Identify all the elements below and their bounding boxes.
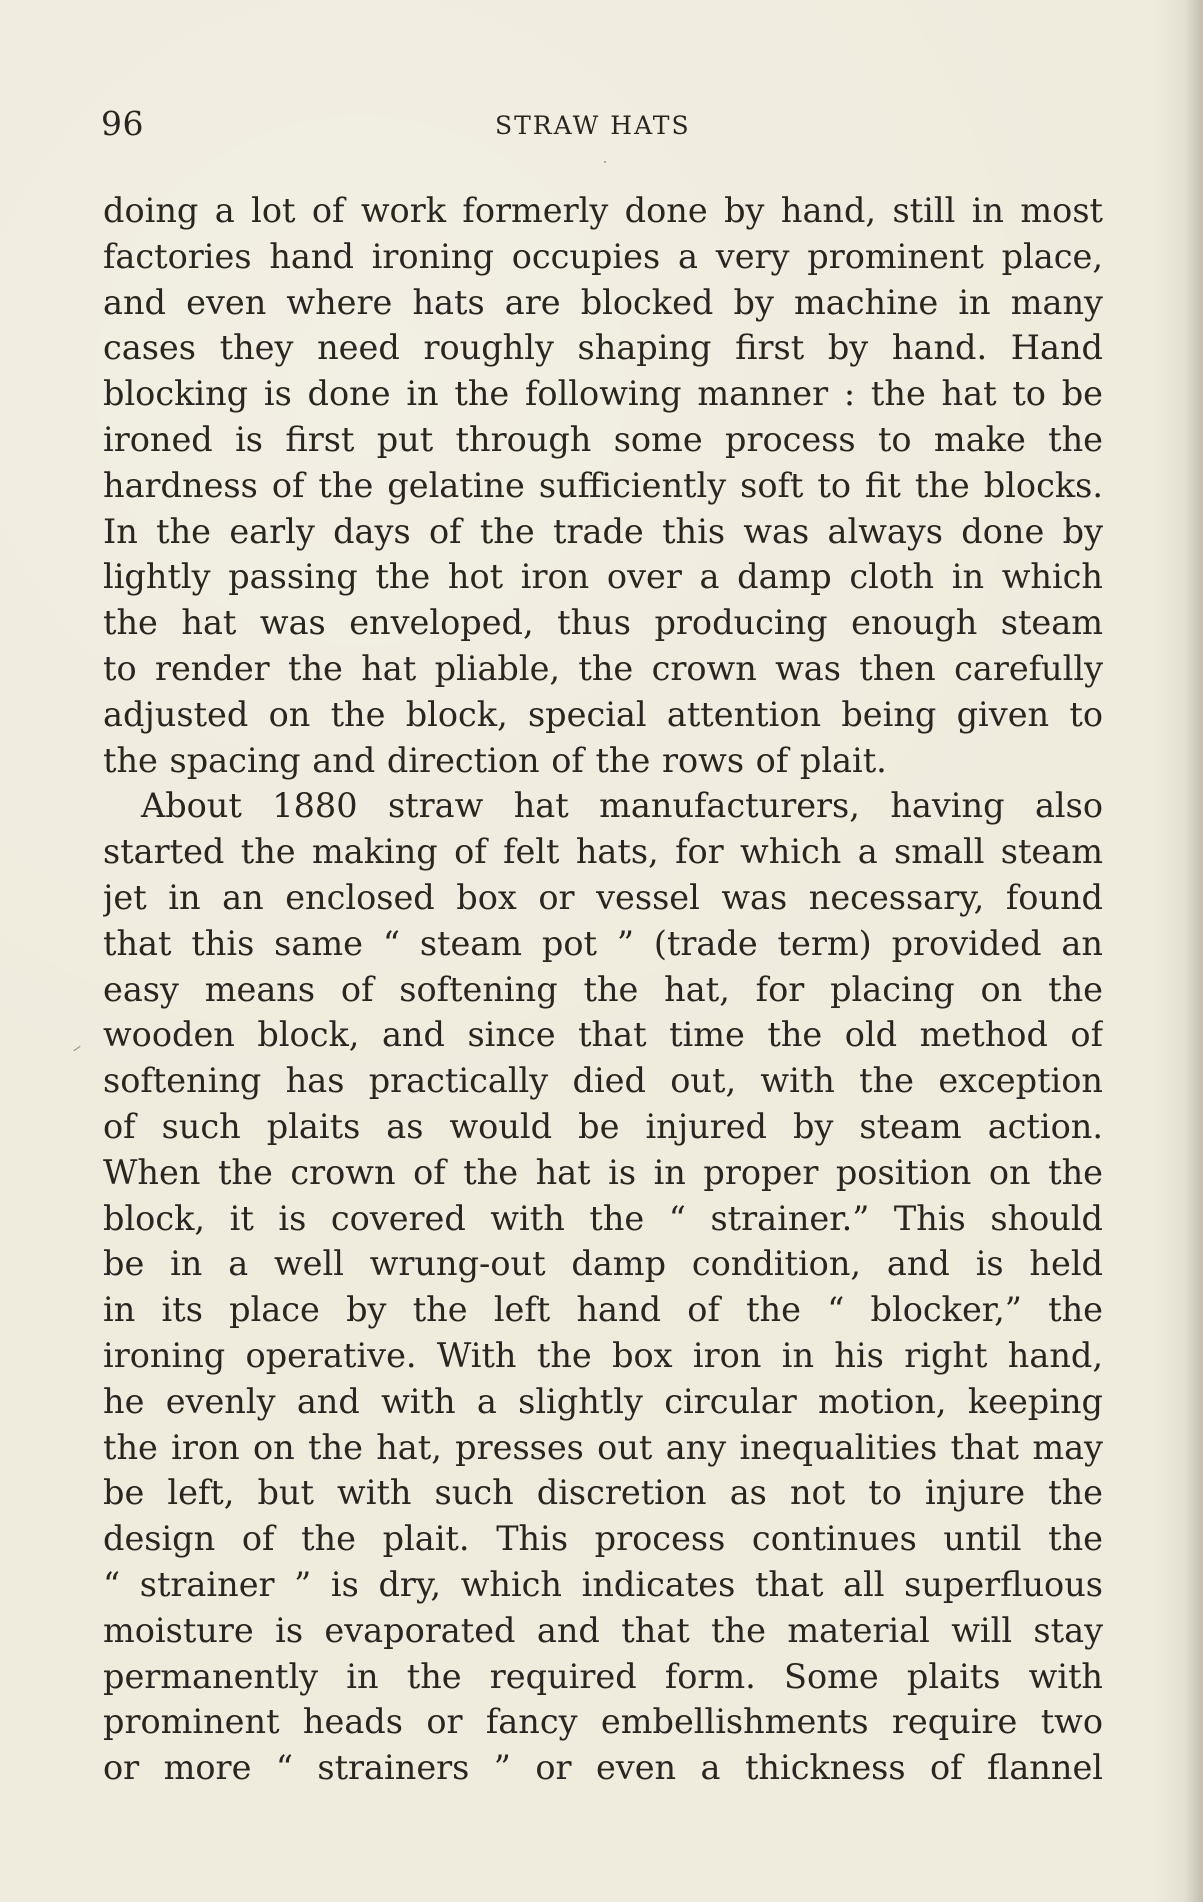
- text-line: blocking is done in the following manner : the hat to be: [103, 374, 1103, 414]
- text-line: ironed is first put through some process to make the: [103, 419, 1103, 459]
- text-line: softening has practically died out, with the exception: [103, 1061, 1103, 1101]
- text-line: In the early days of the trade this was always done by: [103, 511, 1103, 551]
- text-line: easy means of softening the hat, for placing on the: [103, 969, 1103, 1009]
- page-number: 96: [101, 104, 144, 143]
- text-line: lightly passing the hot iron over a damp cloth in which: [103, 557, 1103, 597]
- text-line: doing a lot of work formerly done by hand, still in most: [103, 191, 1103, 230]
- text-line: to render the hat pliable, the crown was then carefully: [103, 648, 1103, 688]
- body-text: [103, 188, 1103, 1791]
- text-line: When the crown of the hat is in proper position on the: [103, 1152, 1103, 1192]
- paragraph-end-line: the spacing and direction of the rows of plait.: [103, 740, 887, 780]
- text-line: permanently in the required form. Some plaits with: [103, 1656, 1103, 1696]
- text-line: started the making of felt hats, for which a small steam: [103, 832, 1103, 872]
- text-line: of such plaits as would be injured by steam action.: [103, 1106, 1103, 1146]
- paper-speck: [604, 161, 606, 163]
- text-line: that this same “ steam pot ” (trade term) provided an: [103, 923, 1103, 963]
- text-line: hardness of the gelatine sufficiently soft to fit the blocks.: [103, 465, 1103, 505]
- text-line: in its place by the left hand of the “ blocker,” the: [103, 1290, 1103, 1330]
- text-line: ironing operative. With the box iron in his right hand,: [103, 1335, 1103, 1375]
- text-line: adjusted on the block, special attention being given to: [103, 694, 1103, 734]
- text-line: and even where hats are blocked by machine in many: [103, 282, 1103, 322]
- page-edge-shadow: [1185, 0, 1203, 1902]
- text-line: be left, but with such discretion as not to injure the: [103, 1473, 1103, 1513]
- text-line: prominent heads or fancy embellishments require two: [103, 1702, 1103, 1742]
- text-line: the iron on the hat, presses out any inequalities that may: [103, 1427, 1103, 1467]
- text-line: moisture is evaporated and that the material will stay: [103, 1610, 1103, 1650]
- paragraph-start-line: About 1880 straw hat manufacturers, having also: [141, 786, 1103, 826]
- text-line: jet in an enclosed box or vessel was necessary, found: [103, 877, 1103, 917]
- page-header: [101, 104, 1106, 148]
- text-line: factories hand ironing occupies a very prominent place,: [103, 236, 1103, 276]
- text-line: wooden block, and since that time the old method of: [103, 1015, 1103, 1055]
- text-line: design of the plait. This process continues until the: [103, 1519, 1103, 1559]
- margin-mark: [73, 1046, 80, 1051]
- text-line: be in a well wrung-out damp condition, and is held: [103, 1244, 1103, 1284]
- text-line: he evenly and with a slightly circular motion, keeping: [103, 1381, 1103, 1421]
- text-line: block, it is covered with the “ strainer.” This should: [103, 1198, 1103, 1238]
- text-line: or more “ strainers ” or even a thickness of flannel: [103, 1748, 1103, 1788]
- text-line: “ strainer ” is dry, which indicates that all superfluous: [103, 1564, 1103, 1604]
- text-line: cases they need roughly shaping first by hand. Hand: [103, 328, 1103, 368]
- running-title: STRAW HATS: [495, 111, 691, 140]
- text-line: the hat was enveloped, thus producing enough steam: [103, 603, 1103, 643]
